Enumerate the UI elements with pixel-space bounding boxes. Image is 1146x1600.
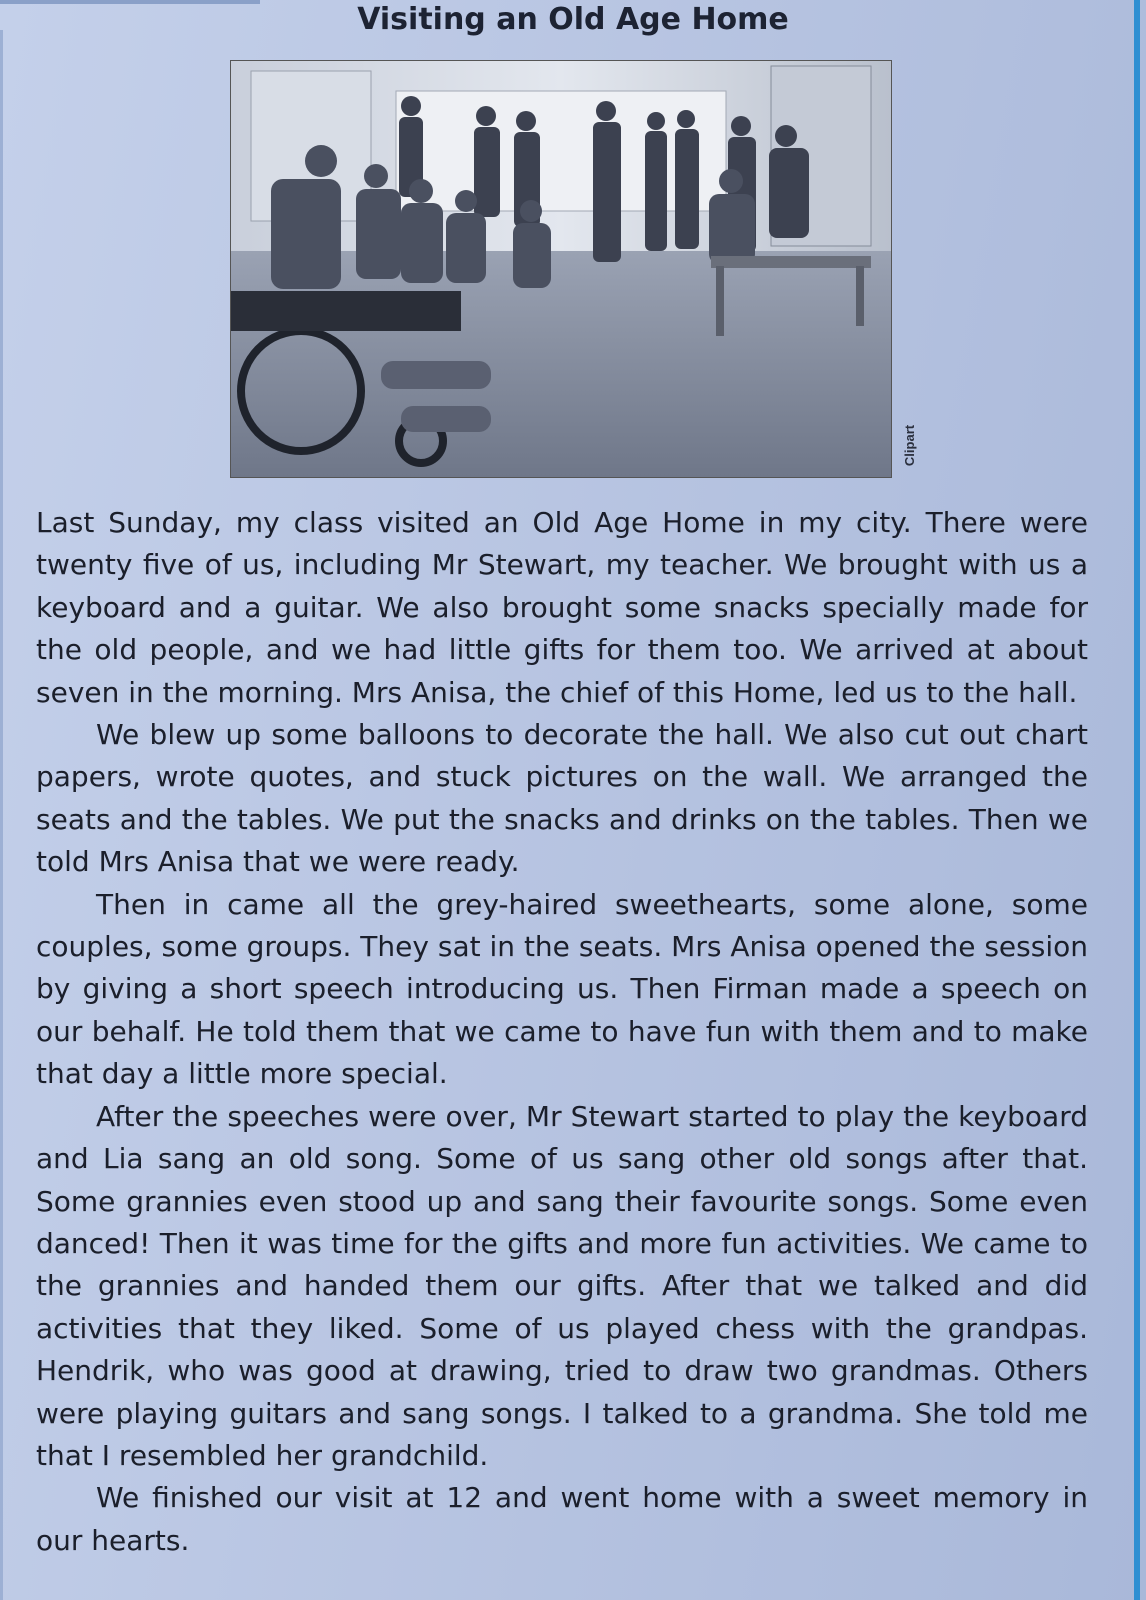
paragraph-4: After the speeches were over, Mr Stewart started to play the keyboard and Lia sang an old song. Some of us sang other old songs after that. Some grannies even stood up and sang their favourite songs. Some even danced! Then it was time for the gifts and more fun activities. We came to the grannies and handed them our gifts. After that we talked and did activities that they liked. Some of us played chess with the grandpas. Hendrik, who was good at drawing, tried to draw two grandmas. Others were playing guitars and sang songs. I talked to a grandma. She told me that I resembled her grandchild. (36, 1099, 1088, 1472)
photo-illustration (231, 61, 891, 477)
story-text (36, 502, 1088, 1562)
paragraph-5: We finished our visit at 12 and went home with a sweet memory in our hearts. (36, 1481, 1088, 1557)
image-credit-text: Clipart (902, 424, 918, 467)
page-title: Visiting an Old Age Home (357, 2, 789, 37)
old-age-home-photo (230, 60, 892, 478)
paragraph-2: We blew up some balloons to decorate the hall. We also cut out chart papers, wrote quotes, and stuck pictures on the wall. We arranged the seats and the tables. We put the snacks and drinks on the tables. Then we told Mrs Anisa that we were ready. (36, 718, 1088, 879)
page-border-left (0, 30, 3, 1600)
image-credit (895, 420, 935, 480)
page-border-right (1134, 0, 1140, 1600)
paragraph-3: Then in came all the grey-haired sweethearts, some alone, some couples, some groups. They sat in the seats. Mrs Anisa opened the session by giving a short speech introducing us. Then Firman made a speech on our behalf. He told them that we came to have fun with them and to make that day a little more special. (36, 887, 1088, 1091)
paragraph-1: Last Sunday, my class visited an Old Age Home in my city. There were twenty five of us, including Mr Stewart, my teacher. We brought with us a keyboard and a guitar. We also brought some snacks specially made for the old people, and we had little gifts for them too. We arrived at about seven in the morning. Mrs Anisa, the chief of this Home, led us to the hall. (36, 506, 1088, 709)
